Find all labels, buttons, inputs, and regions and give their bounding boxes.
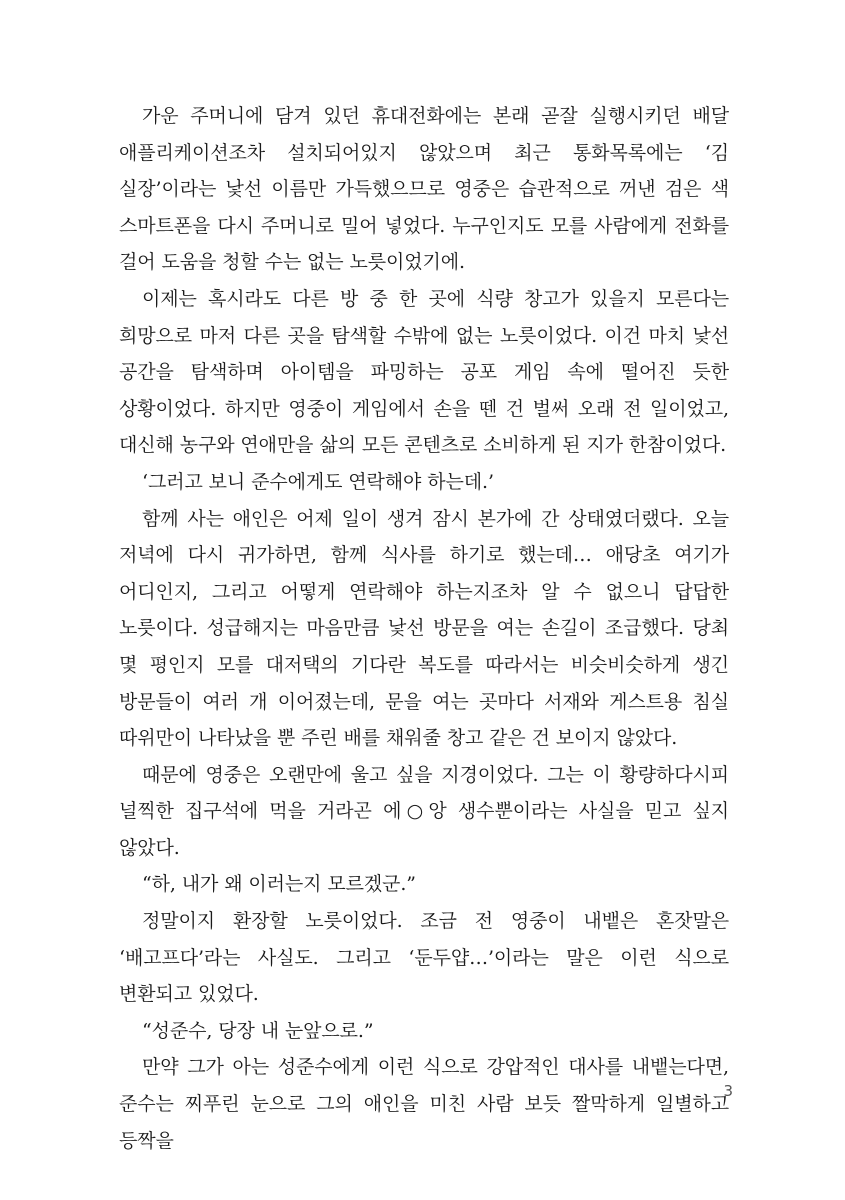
paragraph-3: ‘그러고 보니 준수에게도 연락해야 하는데.’ bbox=[142, 470, 494, 493]
paragraph-5: 때문에 영중은 오랜만에 울고 싶을 지경이었다. 그는 이 황량하다시피 널찍한 집구석에 먹을 거라곤 에○앙 생수뿐이라는 사실을 믿고 싶지 않았다. bbox=[119, 763, 729, 859]
paragraph-6: “하, 내가 왜 이러는지 모르겠군.” bbox=[142, 873, 416, 896]
page-number: 3 bbox=[723, 1082, 733, 1100]
paragraph-7: 정말이지 환장할 노릇이었다. 조금 전 영중이 내뱉은 혼잣말은 ‘배고프다’라는 사실도. 그리고 ‘둔두얍…’이라는 말은 이런 식으로 변환되고 있었다. bbox=[119, 910, 729, 1006]
paragraph-4: 함께 사는 애인은 어제 일이 생겨 잠시 본가에 간 상태였더랬다. 오늘 저녁에 다시 귀가하면, 함께 식사를 하기로 했는데… 애당초 여기가 어디인지, 그리고 어떻게 연락해야 하는지조차 알 수 없으니 답답한 노릇이다. 성급해지는 마음만큼 낯선 방문을 여는 손길이 조급했다. 당최 몇 평인지 모를 대저택의 기다란 복도를 따라서는 비슷비슷하게 생긴 방문들이 여러 개 이어졌는데, 문을 여는 곳마다 서재와 게스트용 침실 따위만이 나타났을 뿐 주린 배를 채워줄 창고 같은 건 보이지 않았다. bbox=[119, 507, 729, 750]
paragraph-9: 만약 그가 아는 성준수에게 이런 식으로 강압적인 대사를 내뱉는다면, 준수는 찌푸린 눈으로 그의 애인을 미친 사람 보듯 짤막하게 일별하고 등짝을 bbox=[119, 1056, 729, 1152]
paragraph-1: 가운 주머니에 담겨 있던 휴대전화에는 본래 곧잘 실행시키던 배달 애플리케이션조차 설치되어있지 않았으며 최근 통화목록에는 ‘김 실장’이라는 낯선 이름만 가득했으므로 영중은 습관적으로 꺼낸 검은 색 스마트폰을 다시 주머니로 밀어 넣었다. 누구인지도 모를 사람에게 전화를 걸어 도움을 청할 수는 없는 노릇이었기에. bbox=[119, 105, 729, 274]
paragraph-8: “성준수, 당장 내 눈앞으로.” bbox=[142, 1019, 374, 1042]
page-body bbox=[119, 98, 729, 1159]
paragraph-2: 이제는 혹시라도 다른 방 중 한 곳에 식량 창고가 있을지 모른다는 희망으로 마저 다른 곳을 탐색할 수밖에 없는 노릇이었다. 이건 마치 낯선 공간을 탐색하며 아이템을 파밍하는 공포 게임 속에 떨어진 듯한 상황이었다. 하지만 영중이 게임에서 손을 뗀 건 벌써 오래 전 일이었고, 대신해 농구와 연애만을 삶의 모든 콘텐츠로 소비하게 된 지가 한참이었다. bbox=[119, 287, 729, 457]
